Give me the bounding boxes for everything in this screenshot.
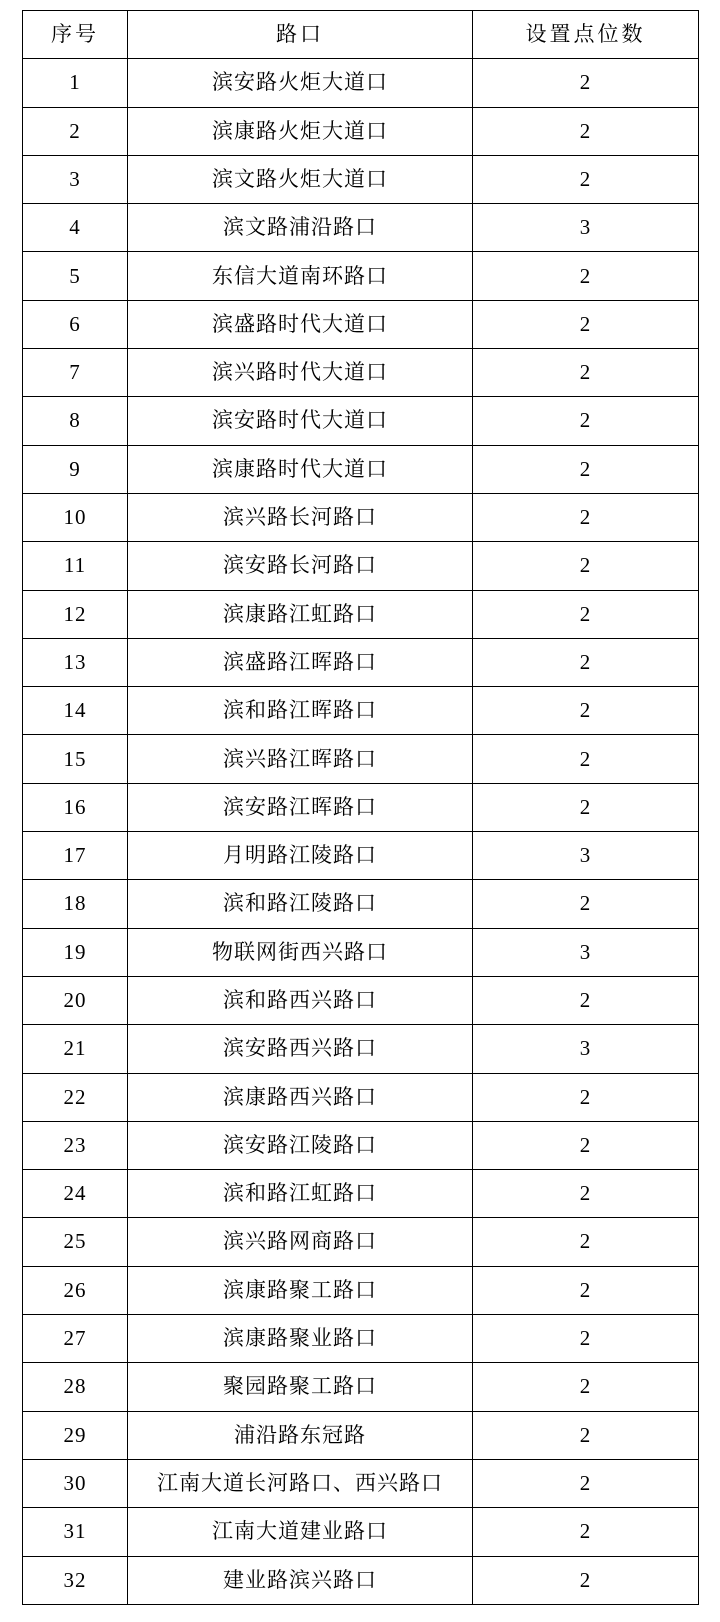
cell-intersection: 滨安路时代大道口 (128, 397, 473, 445)
cell-index: 12 (23, 590, 128, 638)
column-header-intersection: 路口 (128, 11, 473, 59)
cell-index: 16 (23, 783, 128, 831)
cell-count: 2 (473, 1073, 699, 1121)
table-row (23, 928, 699, 976)
table-row (23, 445, 699, 493)
cell-count: 2 (473, 300, 699, 348)
cell-index: 20 (23, 976, 128, 1024)
cell-intersection: 滨兴路江晖路口 (128, 735, 473, 783)
cell-intersection: 滨安路长河路口 (128, 542, 473, 590)
cell-index: 10 (23, 493, 128, 541)
cell-count: 2 (473, 1218, 699, 1266)
cell-count: 3 (473, 1025, 699, 1073)
cell-intersection: 滨兴路时代大道口 (128, 349, 473, 397)
table-row (23, 1266, 699, 1314)
cell-intersection: 滨和路江陵路口 (128, 880, 473, 928)
cell-index: 21 (23, 1025, 128, 1073)
table-row (23, 687, 699, 735)
cell-intersection: 滨兴路网商路口 (128, 1218, 473, 1266)
cell-count: 2 (473, 107, 699, 155)
cell-intersection: 滨安路火炬大道口 (128, 59, 473, 107)
table-row (23, 1508, 699, 1556)
cell-intersection: 滨盛路时代大道口 (128, 300, 473, 348)
cell-index: 19 (23, 928, 128, 976)
cell-index: 31 (23, 1508, 128, 1556)
cell-intersection: 滨安路江晖路口 (128, 783, 473, 831)
cell-intersection: 江南大道建业路口 (128, 1508, 473, 1556)
cell-index: 5 (23, 252, 128, 300)
table-row (23, 204, 699, 252)
cell-intersection: 滨安路西兴路口 (128, 1025, 473, 1073)
cell-count: 2 (473, 1363, 699, 1411)
cell-intersection: 滨康路江虹路口 (128, 590, 473, 638)
cell-intersection: 滨和路江晖路口 (128, 687, 473, 735)
cell-count: 2 (473, 445, 699, 493)
cell-intersection: 滨康路时代大道口 (128, 445, 473, 493)
table-row (23, 1363, 699, 1411)
cell-count: 2 (473, 59, 699, 107)
table-row (23, 1459, 699, 1507)
cell-index: 13 (23, 638, 128, 686)
table-row (23, 1121, 699, 1169)
table-row (23, 252, 699, 300)
table-row (23, 1315, 699, 1363)
cell-count: 2 (473, 880, 699, 928)
table-row (23, 638, 699, 686)
cell-count: 3 (473, 832, 699, 880)
cell-index: 26 (23, 1266, 128, 1314)
table-row (23, 783, 699, 831)
cell-index: 25 (23, 1218, 128, 1266)
cell-intersection: 滨兴路长河路口 (128, 493, 473, 541)
cell-index: 11 (23, 542, 128, 590)
cell-count: 2 (473, 976, 699, 1024)
table-body (23, 59, 699, 1605)
cell-index: 1 (23, 59, 128, 107)
cell-count: 2 (473, 783, 699, 831)
cell-count: 2 (473, 1266, 699, 1314)
table-row (23, 107, 699, 155)
table-row (23, 1556, 699, 1604)
column-header-point-count: 设置点位数 (473, 11, 699, 59)
cell-count: 2 (473, 1170, 699, 1218)
cell-index: 32 (23, 1556, 128, 1604)
cell-index: 6 (23, 300, 128, 348)
cell-count: 2 (473, 687, 699, 735)
cell-index: 2 (23, 107, 128, 155)
table-row (23, 542, 699, 590)
table-row (23, 493, 699, 541)
cell-index: 24 (23, 1170, 128, 1218)
cell-intersection: 滨康路火炬大道口 (128, 107, 473, 155)
table-row (23, 1025, 699, 1073)
table-row (23, 349, 699, 397)
cell-count: 2 (473, 735, 699, 783)
cell-index: 18 (23, 880, 128, 928)
cell-intersection: 滨文路浦沿路口 (128, 204, 473, 252)
cell-intersection: 滨康路聚工路口 (128, 1266, 473, 1314)
table-row (23, 735, 699, 783)
cell-count: 2 (473, 397, 699, 445)
cell-count: 2 (473, 1459, 699, 1507)
cell-count: 2 (473, 349, 699, 397)
table-header-row (23, 11, 699, 59)
cell-index: 27 (23, 1315, 128, 1363)
cell-count: 2 (473, 638, 699, 686)
cell-count: 2 (473, 1556, 699, 1604)
column-header-index: 序号 (23, 11, 128, 59)
cell-count: 2 (473, 542, 699, 590)
cell-index: 22 (23, 1073, 128, 1121)
cell-index: 8 (23, 397, 128, 445)
cell-intersection: 建业路滨兴路口 (128, 1556, 473, 1604)
table-header (23, 11, 699, 59)
cell-count: 2 (473, 252, 699, 300)
cell-count: 3 (473, 204, 699, 252)
cell-index: 14 (23, 687, 128, 735)
table-row (23, 1218, 699, 1266)
cell-intersection: 滨和路西兴路口 (128, 976, 473, 1024)
cell-count: 2 (473, 1121, 699, 1169)
cell-count: 2 (473, 1508, 699, 1556)
cell-index: 3 (23, 155, 128, 203)
cell-index: 23 (23, 1121, 128, 1169)
cell-intersection: 滨文路火炬大道口 (128, 155, 473, 203)
cell-intersection: 滨康路西兴路口 (128, 1073, 473, 1121)
table-row (23, 59, 699, 107)
cell-index: 17 (23, 832, 128, 880)
cell-intersection: 江南大道长河路口、西兴路口 (128, 1459, 473, 1507)
table-row (23, 976, 699, 1024)
cell-intersection: 物联网街西兴路口 (128, 928, 473, 976)
table-row (23, 155, 699, 203)
cell-intersection: 聚园路聚工路口 (128, 1363, 473, 1411)
cell-intersection: 滨和路江虹路口 (128, 1170, 473, 1218)
cell-intersection: 滨康路聚业路口 (128, 1315, 473, 1363)
cell-intersection: 浦沿路东冠路 (128, 1411, 473, 1459)
cell-intersection: 滨安路江陵路口 (128, 1121, 473, 1169)
cell-count: 2 (473, 1411, 699, 1459)
table-row (23, 397, 699, 445)
table-row (23, 1170, 699, 1218)
table-row (23, 832, 699, 880)
cell-count: 2 (473, 1315, 699, 1363)
cell-index: 15 (23, 735, 128, 783)
intersection-table (22, 10, 699, 1605)
cell-intersection: 滨盛路江晖路口 (128, 638, 473, 686)
cell-index: 9 (23, 445, 128, 493)
cell-index: 30 (23, 1459, 128, 1507)
cell-count: 2 (473, 155, 699, 203)
table-row (23, 300, 699, 348)
cell-intersection: 月明路江陵路口 (128, 832, 473, 880)
cell-index: 29 (23, 1411, 128, 1459)
cell-count: 2 (473, 590, 699, 638)
cell-count: 2 (473, 493, 699, 541)
table-row (23, 880, 699, 928)
table-row (23, 590, 699, 638)
cell-index: 4 (23, 204, 128, 252)
table-row (23, 1073, 699, 1121)
cell-count: 3 (473, 928, 699, 976)
cell-intersection: 东信大道南环路口 (128, 252, 473, 300)
cell-index: 7 (23, 349, 128, 397)
table-row (23, 1411, 699, 1459)
cell-index: 28 (23, 1363, 128, 1411)
